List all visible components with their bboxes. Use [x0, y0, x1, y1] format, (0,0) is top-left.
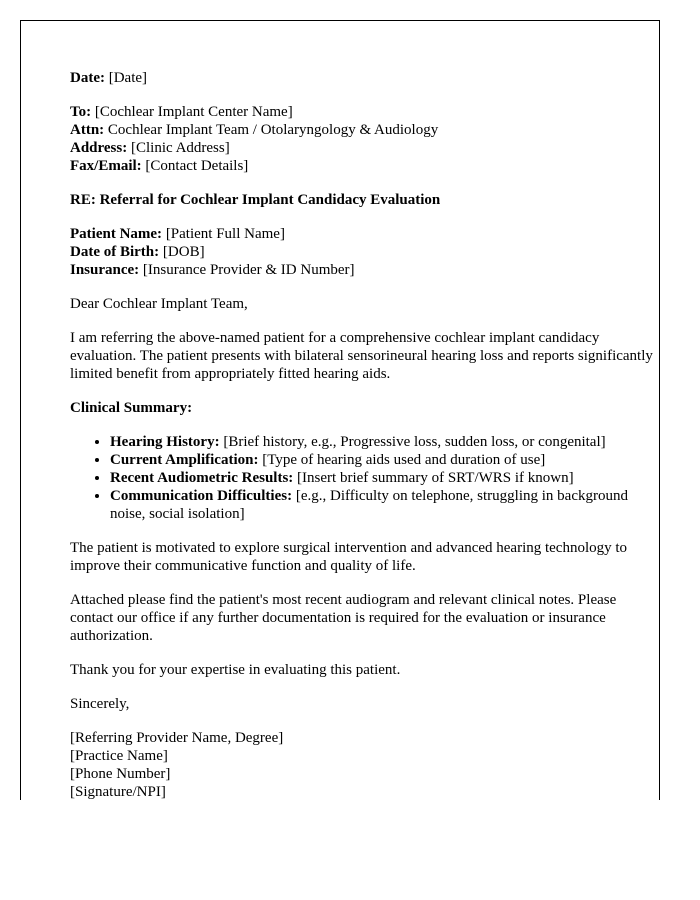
patient-name-line: [70, 225, 660, 243]
to-value: [Cochlear Implant Center Name]: [94, 104, 293, 120]
summary-item-label: Recent Audiometric Results:: [110, 470, 294, 486]
summary-heading-text: Clinical Summary:: [70, 400, 193, 416]
phone-number: [Phone Number]: [70, 766, 171, 782]
date-value: [Date]: [108, 70, 148, 86]
signature-npi: [Signature/NPI]: [70, 784, 166, 800]
dob-value: [DOB]: [162, 244, 205, 260]
attachments-paragraph: Attached please find the patient's most recent audiogram and relevant clinical notes. Please contact our office if any further documentation is required for the evaluation or insurance authorization.: [70, 592, 617, 644]
re-text: RE: Referral for Cochlear Implant Candidacy Evaluation: [70, 192, 441, 208]
fax-value: [Contact Details]: [145, 158, 249, 174]
fax-label: Fax/Email:: [70, 158, 142, 174]
summary-item-text: [Type of hearing aids used and duration of use]: [262, 452, 546, 468]
salutation: Dear Cochlear Implant Team,: [70, 296, 248, 312]
address-label: Address:: [70, 140, 128, 156]
list-item: [110, 487, 660, 523]
patient-block: [70, 225, 660, 279]
attn-value: Cochlear Implant Team / Otolaryngology & Audiology: [107, 122, 439, 138]
address-value: [Clinic Address]: [130, 140, 230, 156]
practice-name: [Practice Name]: [70, 748, 168, 764]
patient-name-value: [Patient Full Name]: [165, 226, 285, 242]
summary-item-label: Communication Difficulties:: [110, 488, 293, 504]
motivation-paragraph: The patient is motivated to explore surgical intervention and advanced hearing technology to improve their communicative function and quality of life.: [70, 540, 628, 574]
attn-line: [70, 121, 660, 139]
dob-line: [70, 243, 660, 261]
to-line: [70, 103, 660, 121]
re-line: [70, 191, 660, 209]
summary-item-text: [e.g., Difficulty on telephone, struggling in background noise, social isolation]: [110, 488, 628, 522]
insurance-value: [Insurance Provider & ID Number]: [142, 262, 355, 278]
dob-label: Date of Birth:: [70, 244, 160, 260]
signature-block: [70, 729, 660, 801]
letter-content: [70, 69, 660, 801]
intro-paragraph: I am referring the above-named patient for a comprehensive cochlear implant candidacy evaluation. The patient presents with bilateral sensorineural hearing loss and reports significantly limited benefit from appropriately fitted hearing aids.: [70, 330, 653, 382]
letter-page: [20, 20, 660, 800]
insurance-label: Insurance:: [70, 262, 140, 278]
thanks-paragraph: Thank you for your expertise in evaluating this patient.: [70, 662, 401, 678]
insurance-line: [70, 261, 660, 279]
attn-label: Attn:: [70, 122, 105, 138]
summary-heading: [70, 399, 660, 417]
closing: Sincerely,: [70, 696, 130, 712]
patient-name-label: Patient Name:: [70, 226, 163, 242]
list-item: [110, 433, 660, 451]
summary-item-text: [Brief history, e.g., Progressive loss, sudden loss, or congenital]: [223, 434, 606, 450]
summary-item-label: Hearing History:: [110, 434, 220, 450]
provider-name: [Referring Provider Name, Degree]: [70, 730, 284, 746]
summary-item-label: Current Amplification:: [110, 452, 259, 468]
recipient-block: [70, 103, 660, 175]
date-line: [70, 69, 660, 87]
fax-line: [70, 157, 660, 175]
date-label: Date:: [70, 70, 105, 86]
list-item: [110, 451, 660, 469]
list-item: [110, 469, 660, 487]
summary-item-text: [Insert brief summary of SRT/WRS if known]: [297, 470, 574, 486]
summary-list: [70, 433, 660, 523]
address-line: [70, 139, 660, 157]
to-label: To:: [70, 104, 92, 120]
